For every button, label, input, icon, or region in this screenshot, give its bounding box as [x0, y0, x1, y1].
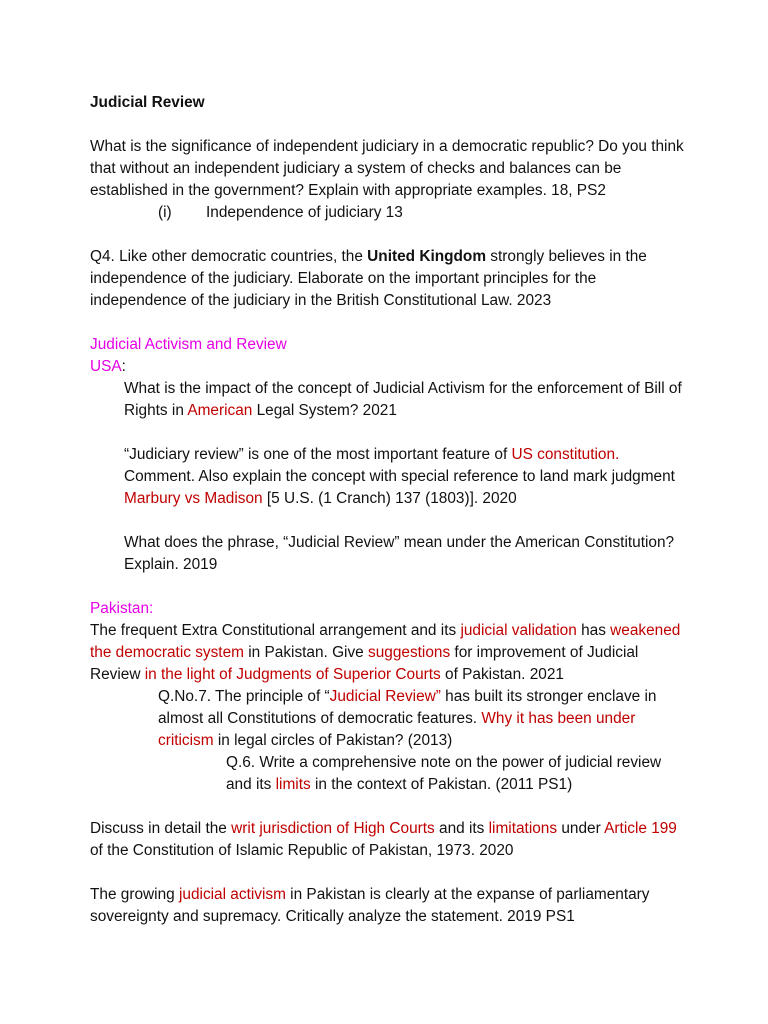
usa-question-judiciary-review: [90, 444, 690, 510]
section-heading-usa: [90, 356, 690, 378]
pk-q4-c: and its: [434, 820, 489, 837]
usa-q2-e: [5 U.S. (1 Cranch) 137 (1803)]. 2020: [262, 490, 517, 507]
q4-text-c: strongly believes in the independence of the judiciary. Elaborate on the important principles for the independence of the judiciary in the British Constitutional Law. 2023: [90, 248, 647, 309]
pk-q4-f: Article 199: [604, 820, 677, 837]
pk-q3-b: limits: [275, 776, 311, 793]
pk-q1-h: in the light of Judgments of Superior Courts: [144, 666, 441, 683]
pk-q1-f: suggestions: [368, 644, 451, 661]
pk-q3-c: in the context of Pakistan. (2011 PS1): [310, 776, 573, 793]
usa-q2-d: Marbury vs Madison: [124, 490, 263, 507]
pk-q1-a: The frequent Extra Constitutional arrangement and its: [90, 622, 461, 639]
pk-q4-d: limitations: [488, 820, 558, 837]
section-heading-activism: Judicial Activism and Review: [90, 336, 287, 353]
q4-text-a: Q4. Like other democratic countries, the: [90, 248, 368, 265]
usa-question-activism: [90, 378, 690, 422]
pk-q2-a: Q.No.7. The principle of “: [158, 688, 330, 705]
usa-question-phrase: What does the phrase, “Judicial Review” mean under the American Constitution? Explain. 2019: [124, 534, 675, 573]
sub-item-independence: [90, 202, 690, 224]
pk-q1-e: in Pakistan. Give: [243, 644, 369, 661]
pk-question-activism: [90, 884, 690, 928]
pk-question-extra-constitutional: [90, 620, 690, 686]
pk-q1-c: has: [576, 622, 611, 639]
sub-item-text: Independence of judiciary 13: [206, 204, 403, 221]
pk-q1-g: for improvement of Judicial Review: [90, 644, 639, 683]
pk-q4-b: writ jurisdiction of High Courts: [231, 820, 435, 837]
q4-text-uk: United Kingdom: [367, 248, 487, 265]
question-q4-uk: [90, 246, 690, 312]
pk-question-q7: [90, 686, 690, 752]
section-heading-pakistan: Pakistan:: [90, 600, 154, 617]
pk-q1-d: weakened the democratic system: [90, 622, 681, 661]
pk-q5-b: judicial activism: [178, 886, 286, 903]
pk-q2-d: Why it has been under criticism: [158, 710, 636, 749]
usa-label: USA: [90, 358, 122, 375]
usa-colon: :: [121, 358, 126, 375]
usa-q1-b: American: [187, 402, 253, 419]
question-independent-judiciary: What is the significance of independent judiciary in a democratic republic? Do you think that without an independent judiciary a system of checks and balances can be established in the government? Explain with appropriate examples. 18, PS2: [90, 138, 684, 199]
pk-q3-a: Q.6. Write a comprehensive note on the power of judicial review and its: [226, 754, 662, 793]
usa-q1-a: What is the impact of the concept of Judicial Activism for the enforcement of Bill of Rights in: [124, 380, 682, 419]
usa-q2-c: Comment. Also explain the concept with special reference to land mark judgment: [124, 468, 675, 485]
document-page: [90, 92, 690, 928]
pk-q2-e: in legal circles of Pakistan? (2013): [213, 732, 453, 749]
usa-q2-a: “Judiciary review” is one of the most important feature of: [124, 446, 512, 463]
pk-q2-c: has built its stronger enclave in almost all Constitutions of democratic features.: [158, 688, 657, 727]
pk-q1-i: of Pakistan. 2021: [440, 666, 564, 683]
sub-item-number: (i): [158, 204, 172, 221]
pk-q5-a: The growing: [90, 886, 179, 903]
document-title: Judicial Review: [90, 94, 205, 111]
pk-q4-g: of the Constitution of Islamic Republic of Pakistan, 1973. 2020: [90, 842, 514, 859]
usa-q1-c: Legal System? 2021: [252, 402, 397, 419]
pk-q4-e: under: [557, 820, 605, 837]
usa-q2-b: US constitution.: [511, 446, 620, 463]
pk-question-writ: [90, 818, 690, 862]
pk-q4-a: Discuss in detail the: [90, 820, 232, 837]
pk-question-q6: [90, 752, 690, 796]
pk-q2-b: Judicial Review”: [329, 688, 441, 705]
pk-q5-c: in Pakistan is clearly at the expanse of parliamentary sovereignty and supremacy. Critically analyze the statement. 2019 PS1: [90, 886, 650, 925]
pk-q1-b: judicial validation: [460, 622, 577, 639]
